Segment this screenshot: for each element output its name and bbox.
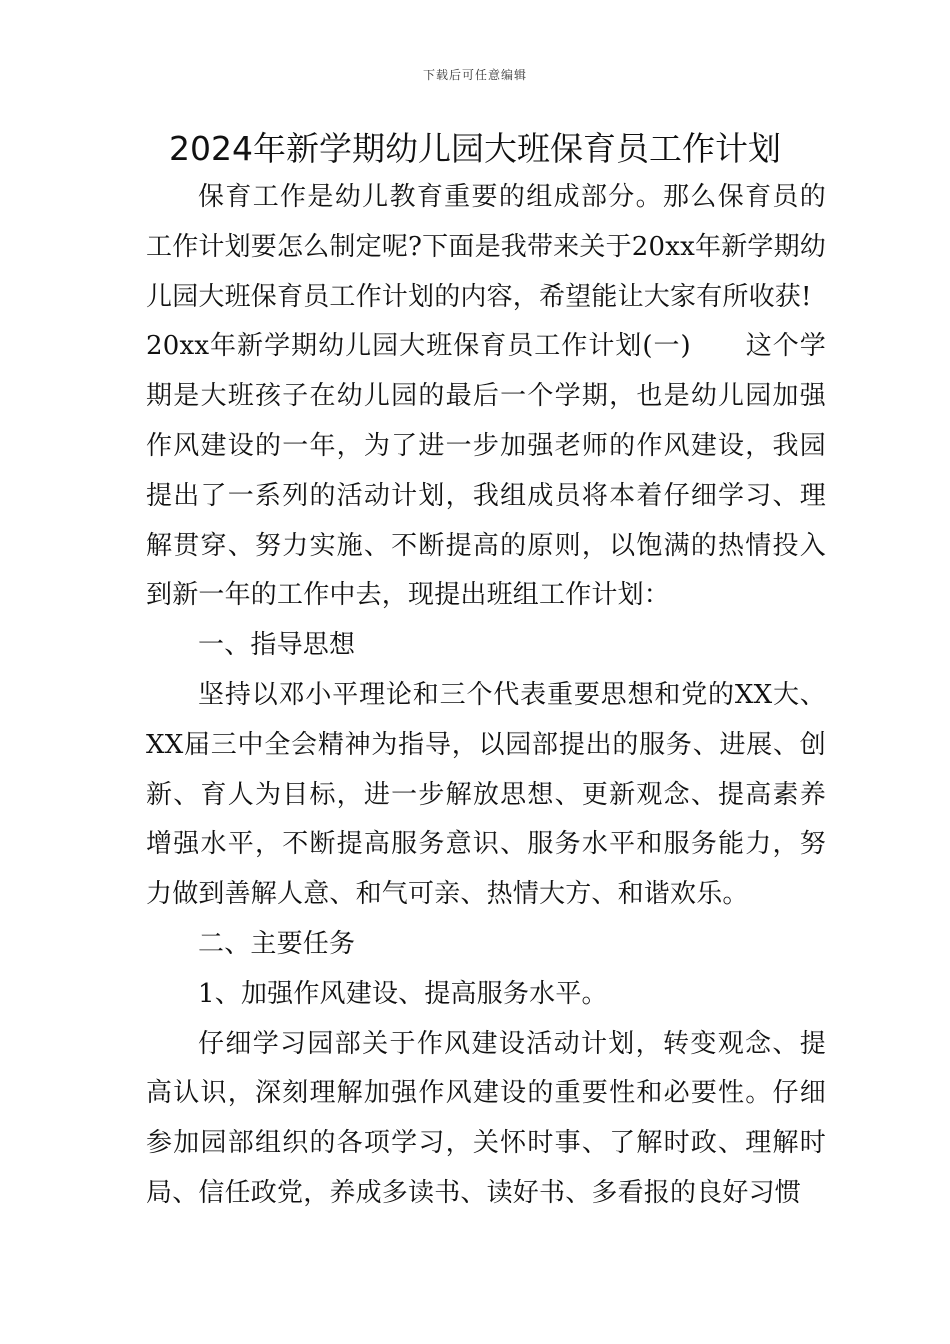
subheading-task-one: 1、加强作风建设、提高服务水平。 <box>198 978 608 1009</box>
section-heading-main-tasks: 二、主要任务 <box>198 928 356 959</box>
section-heading-guiding-ideology: 一、指导思想 <box>198 630 356 661</box>
paragraph-guiding-ideology: 坚持以邓小平理论和三个代表重要思想和党的XX大、XX届三中全会精神为指导，以园部提出的服务、进展、创新、育人为目标，进一步解放思想、更新观念、提高素养增强水平，不断提高服务意识、服务水平和服务能力，努力做到善解人意、和气可亲、热情大方、和谐欢乐。 <box>146 679 826 910</box>
paragraph-intro: 保育工作是幼儿教育重要的组成部分。那么保育员的工作计划要怎么制定呢?下面是我带来关于20xx年新学期幼儿园大班保育员工作计划的内容，希望能让大家有所收获! <box>146 182 826 312</box>
paragraph-task-one: 仔细学习园部关于作风建设活动计划，转变观念、提高认识，深刻理解加强作风建设的重要性和必要性。仔细参加园部组织的各项学习，关怀时事、了解时政、理解时局、信任政党，养成多读书、读好书、多看报的良好习惯 <box>146 1028 826 1208</box>
document-title: 2024年新学期幼儿园大班保育员工作计划 <box>169 129 781 168</box>
paragraph-plan-one: 20xx年新学期幼儿园大班保育员工作计划(一) 这个学期是大班孩子在幼儿园的最后一个学期，也是幼儿园加强作风建设的一年，为了进一步加强老师的作风建设，我园提出了一系列的活动计划，我组成员将本着仔细学习、理解贯穿、努力实施、不断提高的原则，以饱满的热情投入到新一年的工作中去，现提出班组工作计划： <box>146 331 826 611</box>
header-note: 下载后可任意编辑 <box>422 68 527 82</box>
document-body <box>146 173 826 1219</box>
